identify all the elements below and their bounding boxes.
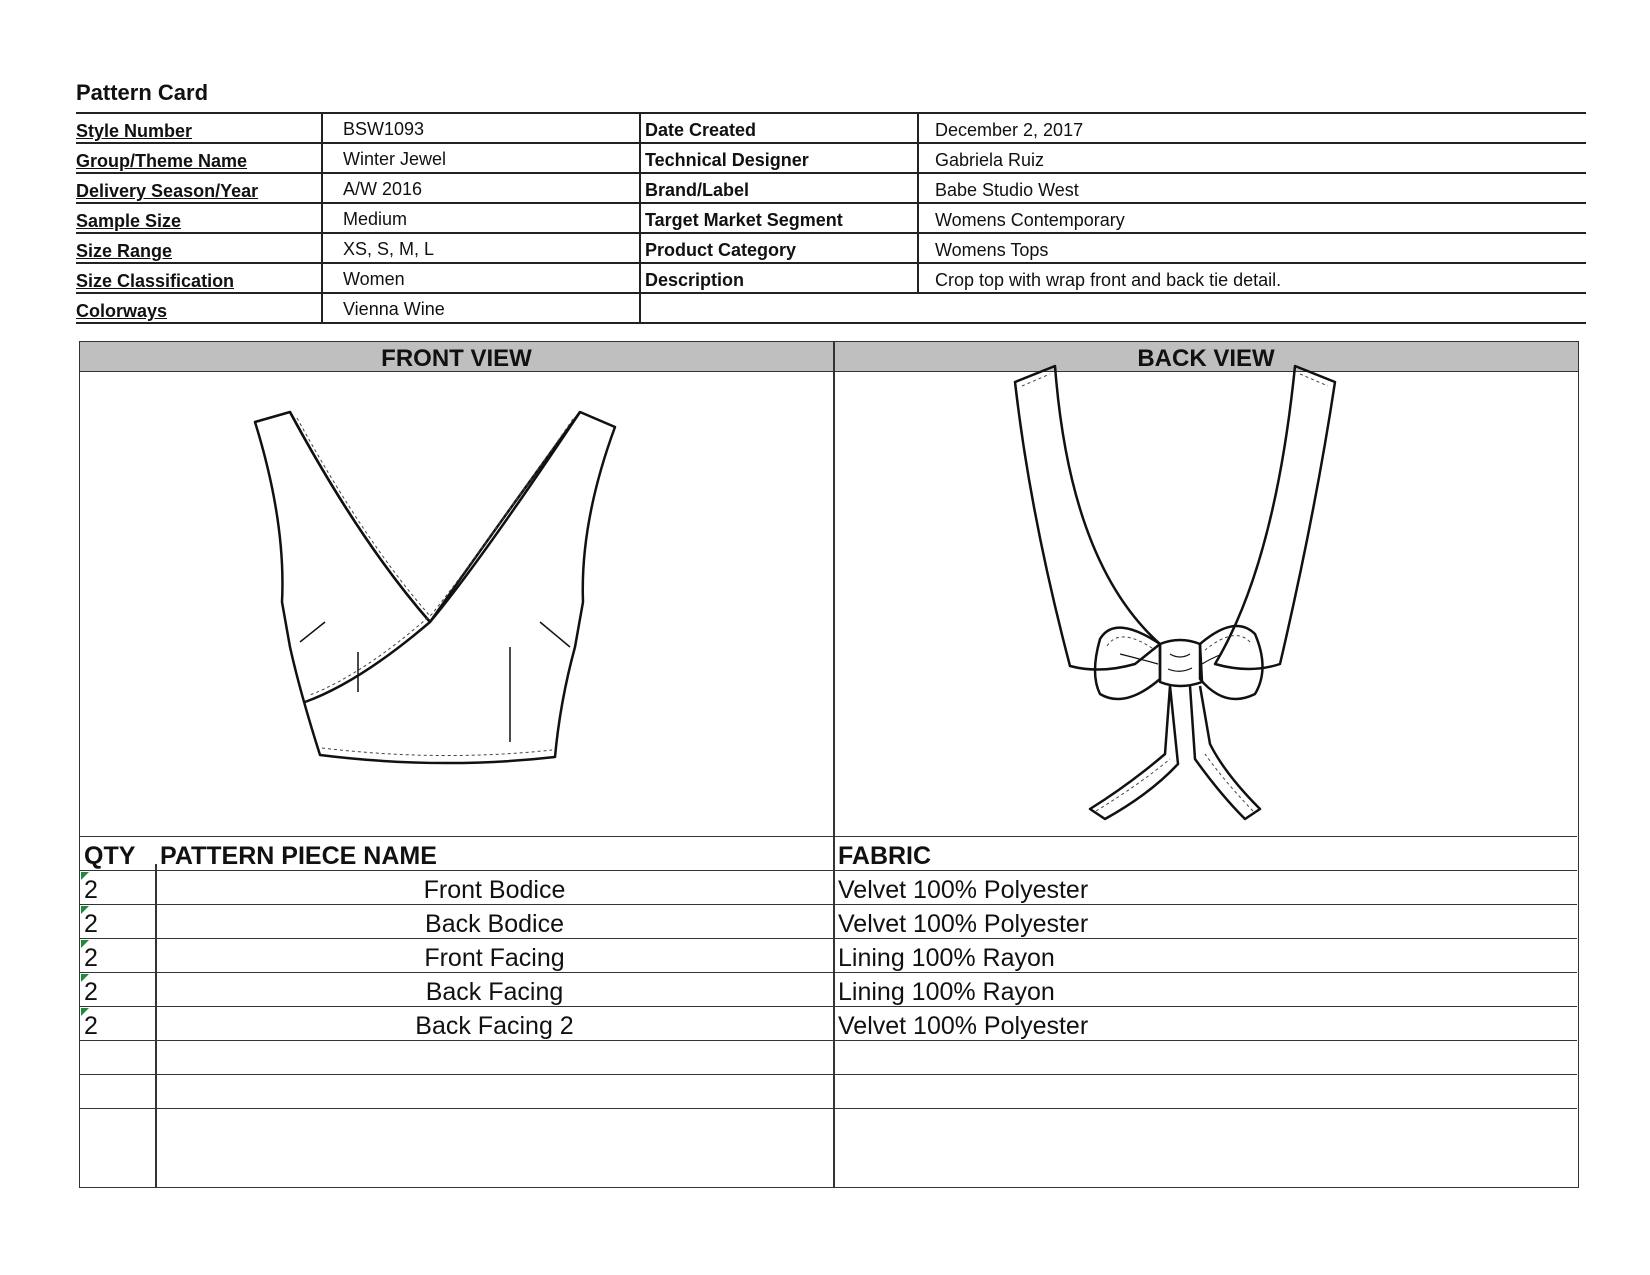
pattern-grid (79, 341, 1579, 1188)
spec-row (76, 172, 1586, 202)
spec-label: Size Classification (76, 271, 235, 291)
spec-value: Womens Tops (917, 234, 1586, 262)
qty-cell: 2 (84, 1012, 98, 1040)
spec-row (76, 142, 1586, 172)
spec-empty (639, 294, 917, 322)
spec-label: Brand/Label (639, 174, 917, 202)
table-row (80, 870, 1577, 906)
table-row (80, 1006, 1577, 1042)
spec-row (76, 262, 1586, 292)
fabric-cell: Lining 100% Rayon (838, 978, 1055, 1006)
fabric-header: FABRIC (838, 842, 932, 870)
name-header: PATTERN PIECE NAME (160, 842, 437, 870)
spec-value: A/W 2016 (321, 174, 639, 202)
name-cell: Front Facing (424, 944, 565, 972)
spec-row (76, 292, 1586, 324)
spec-label: Style Number (76, 121, 193, 141)
front-view-sketch (240, 402, 660, 782)
spec-label: Group/Theme Name (76, 151, 248, 171)
spec-row (76, 232, 1586, 262)
fabric-cell: Lining 100% Rayon (838, 944, 1055, 972)
table-row (80, 938, 1577, 974)
empty-row (80, 1074, 1577, 1110)
qty-cell: 2 (84, 944, 98, 972)
front-view-header: FRONT VIEW (80, 342, 834, 372)
table-row (80, 972, 1577, 1008)
back-view-sketch (1010, 364, 1430, 839)
spec-label: Delivery Season/Year (76, 181, 259, 201)
spec-label: Date Created (639, 114, 917, 142)
spec-value: Women (321, 264, 639, 292)
fabric-cell: Velvet 100% Polyester (838, 910, 1089, 938)
spec-label: Size Range (76, 241, 173, 261)
spec-value: Winter Jewel (321, 144, 639, 172)
fabric-cell: Velvet 100% Polyester (838, 876, 1089, 904)
spec-label: Description (639, 264, 917, 292)
spec-value: BSW1093 (321, 114, 639, 142)
qty-cell: 2 (84, 876, 98, 904)
spec-value: XS, S, M, L (321, 234, 639, 262)
name-cell: Front Bodice (423, 876, 566, 904)
spec-value: Babe Studio West (917, 174, 1586, 202)
qty-cell: 2 (84, 910, 98, 938)
spec-value: December 2, 2017 (917, 114, 1586, 142)
pieces-header-row (80, 836, 1577, 872)
page-title: Pattern Card (76, 80, 209, 105)
spec-label: Sample Size (76, 211, 182, 231)
spec-value: Crop top with wrap front and back tie detail. (917, 264, 1586, 292)
spec-label: Target Market Segment (639, 204, 917, 232)
spec-row (76, 202, 1586, 232)
spec-table (76, 112, 1586, 324)
name-cell: Back Facing (425, 978, 564, 1006)
spec-value: Vienna Wine (321, 294, 639, 322)
spec-row (76, 112, 1586, 142)
name-cell: Back Bodice (425, 910, 564, 938)
qty-header: QTY (84, 842, 136, 870)
qty-cell: 2 (84, 978, 98, 1006)
spec-value: Womens Contemporary (917, 204, 1586, 232)
spec-empty (917, 294, 1586, 322)
name-cell: Back Facing 2 (415, 1012, 574, 1040)
spec-label: Technical Designer (639, 144, 917, 172)
spec-value: Medium (321, 204, 639, 232)
spec-label: Product Category (639, 234, 917, 262)
back-view-header: BACK VIEW (834, 342, 1578, 372)
empty-row (80, 1040, 1577, 1076)
spec-value: Gabriela Ruiz (917, 144, 1586, 172)
fabric-cell: Velvet 100% Polyester (838, 1012, 1089, 1040)
table-row (80, 904, 1577, 940)
empty-row (80, 1108, 1577, 1144)
spec-label: Colorways (76, 301, 168, 321)
